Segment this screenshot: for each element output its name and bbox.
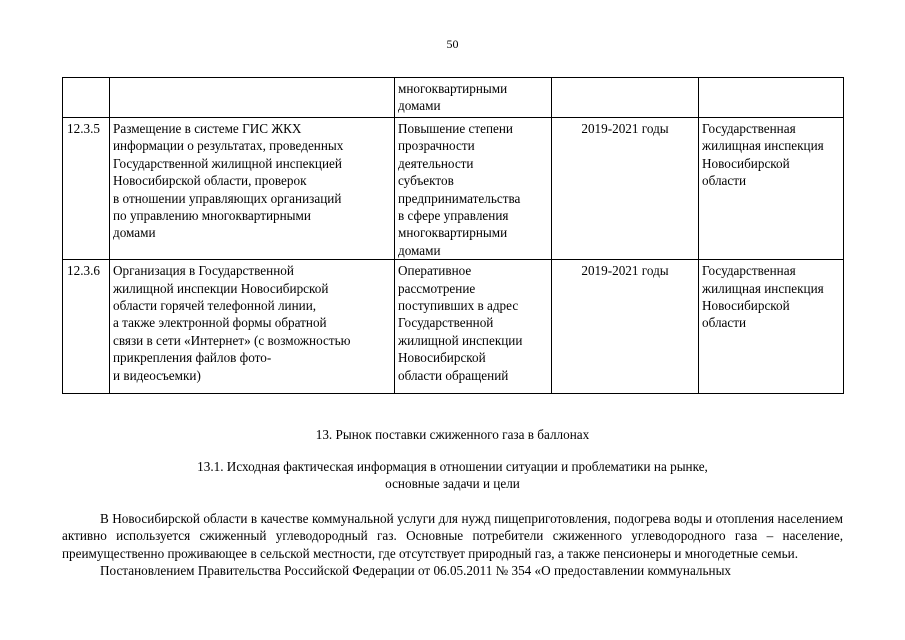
activity-cell bbox=[110, 78, 395, 118]
table-row bbox=[63, 260, 844, 394]
row-number-cell: 12.3.6 bbox=[63, 260, 110, 394]
executor-cell: Государственная жилищная инспекция Новосибирской области bbox=[699, 260, 844, 394]
subsection-title: 13.1. Исходная фактическая информация в отношении ситуации и проблематики на рынке, основные задачи и цели bbox=[197, 459, 708, 492]
table-row bbox=[63, 78, 844, 118]
activity-cell: Размещение в системе ГИС ЖКХ информации о результатах, проведенных Государственной жилищной инспекцией Новосибирской области, проверок в отношении управляющих организаций по управлению многоквартирными домами bbox=[110, 118, 395, 260]
activities-table bbox=[62, 77, 844, 394]
result-cell: Повышение степени прозрачности деятельности субъектов предпринимательства в сфере управления многоквартирными домами bbox=[395, 118, 552, 260]
row-number-cell bbox=[63, 78, 110, 118]
executor-cell: Государственная жилищная инспекция Новосибирской области bbox=[699, 118, 844, 260]
paragraph: В Новосибирской области в качестве коммунальной услуги для нужд пищеприготовления, подогрева воды и отопления населением активно используется сжиженный углеводородный газ. Основные потребители сжиженного углеводородного газа – население, преимущественно проживающее в сельской местности, где отсутствует природный газ, а также пенсионеры и многодетные семьи. bbox=[62, 511, 843, 561]
body-text bbox=[62, 510, 843, 580]
period-cell: 2019-2021 годы bbox=[552, 118, 699, 260]
activity-cell: Организация в Государственной жилищной инспекции Новосибирской области горячей телефонной линии, а также электронной формы обратной связи в сети «Интернет» (с возможностью прикрепления файлов фото- и видеосъемки) bbox=[110, 260, 395, 394]
section-title: 13. Рынок поставки сжиженного газа в баллонах bbox=[315, 427, 590, 442]
period-cell: 2019-2021 годы bbox=[552, 260, 699, 394]
result-cell: Оперативное рассмотрение поступивших в адрес Государственной жилищной инспекции Новосибирской области обращений bbox=[395, 260, 552, 394]
paragraph: Постановлением Правительства Российской Федерации от 06.05.2011 № 354 «О предоставлении коммунальных bbox=[100, 563, 732, 579]
period-cell bbox=[552, 78, 699, 118]
executor-cell bbox=[699, 78, 844, 118]
table-row bbox=[63, 118, 844, 260]
page-number: 50 bbox=[446, 37, 459, 51]
row-number-cell: 12.3.5 bbox=[63, 118, 110, 260]
result-cell: многоквартирными домами bbox=[395, 78, 552, 118]
